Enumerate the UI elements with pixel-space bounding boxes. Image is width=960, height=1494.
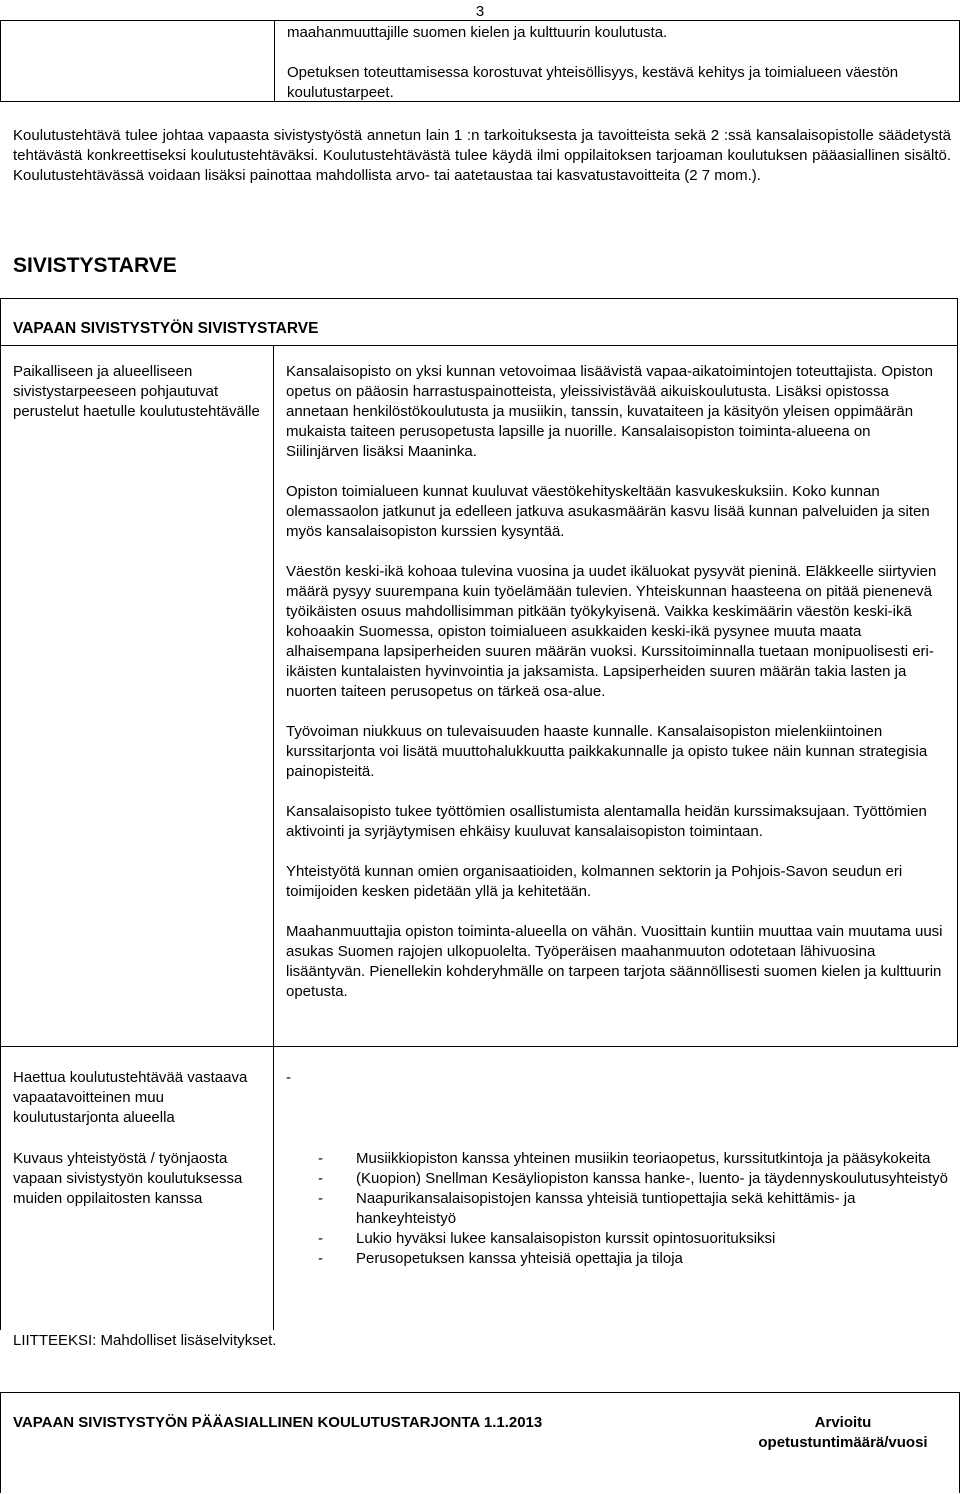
table-rule-right — [957, 298, 958, 1046]
bullet-dash: - — [318, 1190, 323, 1207]
table-column-divider-lower — [273, 1046, 274, 1330]
bullet-dash: - — [318, 1230, 323, 1247]
table-rule-below-needs — [0, 1046, 958, 1047]
intro-paragraph: Koulutustehtävä tulee johtaa vapaasta sivistystyöstä annetun lain 1 :n tarkoituksesta ja tavoitteista sekä 2 :ssä kansalaisopistolle säädetystä tehtävästä konkreettiseksi koulutustehtäväksi. Koulutustehtävästä tulee käydä ilmi oppilaitoksen tarjoaman koulutuksen pääasiallinen sisältö. Koulutustehtävässä voidaan lisäksi painottaa mahdollista arvo- tai aatetaustaa tai kasvatustavoitteita (2 7 mom.). — [13, 127, 951, 184]
cooperation-list-item: - Lukio hyväksi lukee kansalaisopiston kurssit opintosuorituksiksi — [318, 1230, 776, 1247]
page-number: 3 — [475, 3, 485, 20]
cooperation-list-item: - Naapurikansalaisopistojen kanssa yhteisiä tuntiopettajia sekä kehittämis- ja hankeyhteistyö — [318, 1190, 856, 1227]
needs-paragraph: Yhteistyötä kunnan omien organisaatioiden, kolmannen sektorin ja Pohjois-Savon seudun eri toimijoiden kesken pidetään yllä ja kehitetään. — [286, 863, 903, 900]
bullet-dash: - — [318, 1250, 323, 1267]
needs-paragraph: Työvoiman niukkuus on tulevaisuuden haaste kunnalle. Kansalaisopiston mielenkiintoinen kurssitarjonta voi lisätä muuttohalukkuutta paikkakunnalle ja opisto tukee näin kunnan strategisia painopisteitä. — [286, 723, 928, 780]
cooperation-list — [318, 1149, 948, 1269]
top-table-right-cell — [287, 23, 947, 103]
table-rule-left — [0, 298, 1, 1330]
footer-table-hours-header: Arvioitu opetustuntimäärä/vuosi — [758, 1414, 928, 1451]
needs-table — [0, 298, 958, 1330]
top-table-line-2: Opetuksen toteuttamisessa korostuvat yhteisöllisyys, kestävä kehitys ja toimialueen väestön koulutustarpeet. — [287, 64, 899, 101]
needs-row-label: Paikalliseen ja alueelliseen sivistystarpeeseen pohjautuvat perustelut haetulle koulutustehtävälle — [13, 363, 260, 420]
cooperation-row-label: Kuvaus yhteistyöstä / työnjaosta vapaan sivistystyön koulutuksessa muiden oppilaitosten kanssa — [13, 1150, 243, 1207]
needs-paragraph: Kansalaisopisto tukee työttömien osallistumista alentamalla heidän kurssimaksujaan. Työttömien aktivointi ja syrjäytymisen ehkäisy kuuluvat kansalaisopiston toimintaan. — [286, 803, 927, 840]
attachments-note: LIITTEEKSI: Mahdolliset lisäselvitykset. — [13, 1332, 277, 1349]
footer-table-title: VAPAAN SIVISTYSTYÖN PÄÄASIALLINEN KOULUTUSTARJONTA 1.1.2013 — [13, 1414, 543, 1431]
footer-table — [0, 1392, 960, 1493]
bullet-dash: - — [318, 1150, 323, 1167]
cooperation-list-item: - Perusopetuksen kanssa yhteisiä opettajia ja tiloja — [318, 1250, 683, 1267]
table-rule-below-subheading — [0, 345, 958, 346]
applied-row-label: Haettua koulutustehtävää vastaava vapaatavoitteinen muu koulutustarjonta alueella — [13, 1069, 248, 1126]
top-table-line-1: maahanmuuttajille suomen kielen ja kulttuurin koulutusta. — [287, 24, 668, 41]
bullet-dash: - — [318, 1170, 323, 1187]
needs-paragraph: Kansalaisopisto on yksi kunnan vetovoimaa lisäävistä vapaa-aikatoimintojen toteuttajista. Opiston opetus on pääosin harrastuspainotteista, yleissivistävää aikuiskoulutusta. Lisäksi opistossa annetaan henkilöstökoulutusta ja musiikin, tanssin, kuvataiteen ja käsityön yleisen oppimäärän mukaista taiteen perusopetusta lapsille ja nuorille. Kansalaisopiston toiminta-alueena on Siilinjärven lisäksi Maaninka. — [286, 363, 934, 460]
table-column-divider — [273, 345, 274, 1046]
table-column-divider — [274, 21, 275, 101]
applied-row-value: - — [286, 1069, 291, 1086]
needs-paragraph: Väestön keski-ikä kohoaa tulevina vuosina ja uudet ikäluokat pysyvät pieninä. Eläkkeelle siirtyvien määrä pysyy suurempana kuin työelämään tulevien. Yhteiskunnan haasteena on pitää pienenevä työikäisten osuus mahdollisimman pitkään työkykyisenä. Vaikka keskimäärin väestön keski-ikä kohoaakin Suomessa, opiston toimialueen asukkaiden keski-ikä pysynee muuta maata alhaisempana lapsiperheiden suuren määrän vuoksi. Kurssitoiminnalla tuetaan monipuolisesti eri-ikäisten kuntalaisten hyvinvointia ja jaksamista. Lapsiperheiden suuren määrän takia lasten ja nuorten taiteen perusopetus on tärkeä osa-alue. — [286, 563, 937, 700]
needs-row-content — [286, 362, 946, 1022]
cooperation-list-item: - (Kuopion) Snellman Kesäyliopiston kanssa hanke-, luento- ja täydennyskoulutusyhteistyö — [318, 1170, 949, 1187]
needs-paragraph: Opiston toimialueen kunnat kuuluvat väestökehityskeltään kasvukeskuksiin. Koko kunnan olemassaolon jatkunut ja edelleen jatkuva asukasmäärän kasvu lisää kunnan palveluiden ja siten myös kansalaisopiston kurssien kysyntää. — [286, 483, 930, 540]
section-heading: SIVISTYSTARVE — [13, 254, 177, 277]
needs-paragraph: Maahanmuuttajia opiston toiminta-alueella on vähän. Vuosittain kuntiin muuttaa vain muutama uusi asukas Suomen rajojen ulkopuolelta. Työperäisen maahanmuuton odotetaan lähivuosina lisääntyvän. Pienellekin kohderyhmälle on tarpeen tarjota säännöllisesti suomen kielen ja kulttuurin opetusta. — [286, 923, 943, 1000]
sub-heading: VAPAAN SIVISTYSTYÖN SIVISTYSTARVE — [13, 320, 319, 337]
cooperation-list-item: - Musiikkiopiston kanssa yhteinen musiikin teoriaopetus, kurssitutkintoja ja pääsykokeita — [318, 1150, 931, 1167]
table-rule-top — [0, 298, 958, 299]
top-table-fragment — [0, 20, 960, 102]
